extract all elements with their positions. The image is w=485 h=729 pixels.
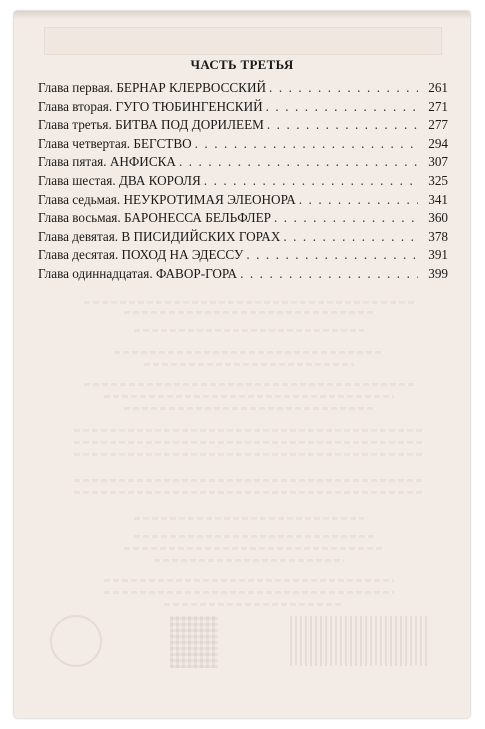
show-through-text: [164, 603, 344, 606]
chapter-title: БЕРНАР КЛЕРВОССКИЙ: [116, 80, 267, 95]
chapter-number: Глава четвертая: [38, 135, 127, 151]
dot-leader: [283, 229, 418, 245]
toc-entry: [38, 117, 448, 136]
toc-entry: [38, 210, 448, 229]
show-through-text: [74, 429, 424, 432]
chapter-separator: .: [116, 191, 124, 207]
show-through-text: [134, 535, 374, 538]
show-through-text: [124, 407, 374, 410]
chapter-separator: .: [108, 98, 116, 114]
chapter-title: В ПИСИДИЙСКИХ ГОРАХ: [121, 228, 281, 244]
chapter-number: Глава девятая: [38, 228, 115, 244]
show-through-text: [104, 395, 394, 398]
chapter-title: БАРОНЕССА БЕЛЬФЛЕР: [123, 210, 271, 226]
chapter-separator: .: [114, 228, 122, 244]
chapter-number: Глава седьмая: [38, 191, 117, 207]
dot-leader: [179, 154, 418, 170]
table-of-contents: [38, 80, 448, 285]
toc-entry: [38, 99, 448, 118]
dot-leader: [204, 173, 418, 189]
chapter-title: БЕГСТВО: [133, 135, 192, 151]
toc-entry: [38, 80, 448, 99]
show-through-text: [134, 517, 364, 520]
dot-leader: [266, 99, 418, 115]
chapter-title: ГУГО ТЮБИНГЕНСКИЙ: [115, 98, 263, 114]
show-through-barcode: [290, 616, 430, 666]
toc-entry: [38, 192, 448, 211]
page-number: 271: [428, 98, 448, 114]
show-through-text: [74, 441, 424, 444]
chapter-separator: .: [109, 80, 117, 95]
show-through-text: [134, 329, 364, 332]
chapter-number: Глава одиннадцатая: [38, 265, 150, 281]
show-through-text: [74, 491, 424, 494]
chapter-number: Глава восьмая: [38, 210, 118, 226]
toc-entry: [38, 136, 448, 155]
page-number: 399: [428, 265, 448, 281]
toc-entry: [38, 154, 448, 173]
page-number: 378: [428, 228, 448, 244]
page-number: 277: [428, 117, 448, 133]
show-through-text: [104, 591, 394, 594]
chapter-title: ДВА КОРОЛЯ: [118, 172, 201, 188]
show-through-qr-code: [170, 616, 218, 668]
page-edge: [14, 11, 470, 19]
chapter-separator: .: [103, 154, 110, 170]
chapter-title: НЕУКРОТИМАЯ ЭЛЕОНОРА: [123, 191, 296, 207]
dot-leader: [269, 80, 418, 96]
book-page: [14, 11, 470, 718]
page-number: 307: [428, 154, 448, 170]
chapter-number: Глава пятая: [38, 154, 104, 170]
chapter-separator: .: [108, 117, 116, 133]
show-through-age-rating-circle: [50, 615, 102, 667]
show-through-text: [74, 453, 424, 456]
show-through-text: [144, 363, 354, 366]
dot-leader: [246, 247, 418, 263]
toc-entry: [38, 266, 448, 285]
dot-leader: [299, 192, 418, 208]
chapter-title: БИТВА ПОД ДОРИЛЕЕМ: [115, 117, 264, 133]
page-number: 341: [428, 191, 448, 207]
chapter-number: Глава третья: [38, 117, 109, 133]
show-through-text: [124, 547, 384, 550]
chapter-number: Глава первая: [38, 80, 110, 95]
show-through-text: [84, 301, 414, 304]
chapter-separator: .: [149, 265, 156, 281]
dot-leader: [195, 136, 418, 152]
show-through-text: [104, 579, 394, 582]
show-through-text: [84, 383, 414, 386]
show-through-text: [124, 311, 374, 314]
chapter-number: Глава шестая: [38, 172, 113, 188]
page-number: 360: [428, 210, 448, 226]
chapter-title: АНФИСКА: [109, 154, 176, 170]
page-number: 294: [428, 135, 448, 151]
chapter-number: Глава десятая: [38, 247, 115, 263]
show-through-text: [74, 479, 424, 482]
chapter-title: ПОХОД НА ЭДЕССУ: [121, 247, 244, 263]
show-through-text: [114, 351, 384, 354]
page-number: 391: [428, 247, 448, 263]
show-through-header-box: [44, 27, 442, 55]
section-title: ЧАСТЬ ТРЕТЬЯ: [190, 57, 294, 72]
chapter-number: Глава вторая: [38, 98, 109, 114]
toc-entry: [38, 229, 448, 248]
dot-leader: [267, 117, 418, 133]
chapter-separator: .: [112, 172, 119, 188]
toc-entry: [38, 247, 448, 266]
show-through-text: [154, 559, 344, 562]
toc-entry: [38, 173, 448, 192]
chapter-separator: .: [126, 135, 134, 151]
chapter-separator: .: [117, 210, 124, 226]
dot-leader: [240, 266, 418, 282]
page-number: 325: [428, 172, 448, 188]
dot-leader: [274, 210, 418, 226]
chapter-separator: .: [114, 247, 122, 263]
chapter-title: ФАВОР-ГОРА: [155, 265, 238, 281]
page-number: 261: [428, 80, 448, 95]
